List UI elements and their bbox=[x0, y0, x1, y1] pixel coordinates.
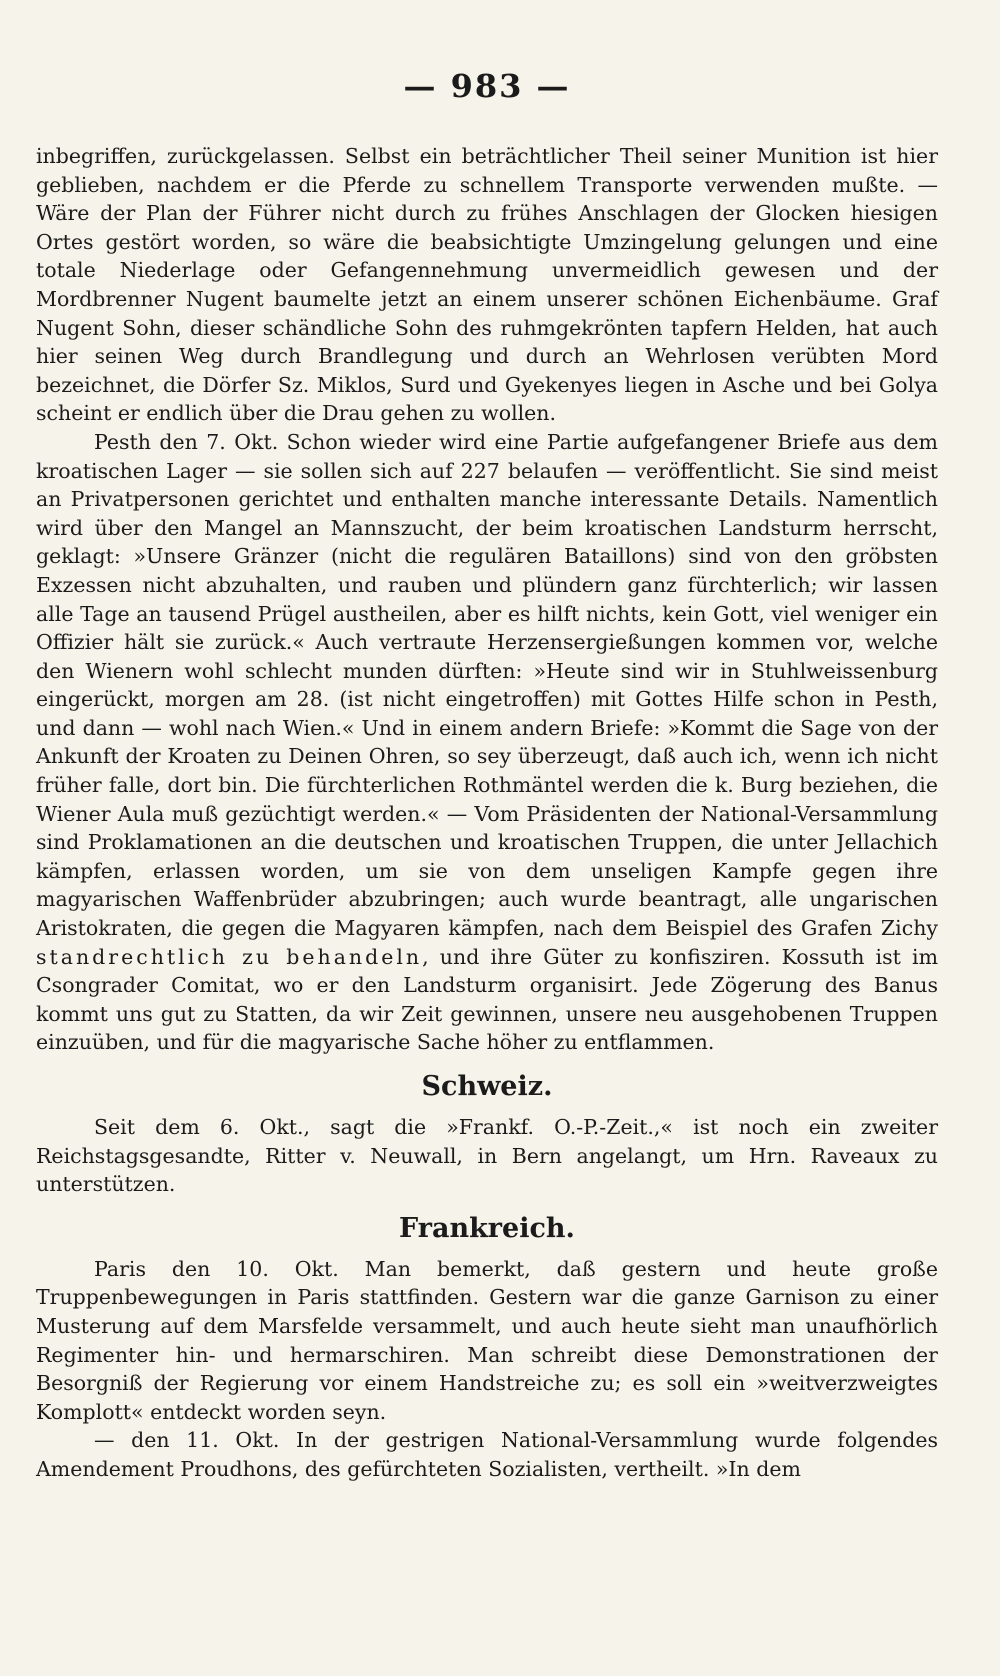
section-heading-frankreich: Frankreich. bbox=[399, 1212, 575, 1244]
paragraph-pesth-text: Pesth den 7. Okt. Schon wieder wird eine Partie aufgefangener Briefe aus dem kroatischen Lager — sie sollen sich auf 227 belaufen — veröffentlicht. Sie sind meist an Privatpersonen gerichtet und enthalten manche interessante Details. Namentlich wird über den Mangel an Mannszucht, der beim kroatischen Landsturm herrscht, geklagt: »Unsere Gränzer (nicht die regulären Bataillons) sind von den gröbsten Exzessen nicht abzuhalten, und rauben und plündern ganz fürchterlich; wir lassen alle Tage an tausend Prügel austheilen, aber es hilft nichts, kein Gott, viel weniger ein Offizier hält sie zurück.« Auch vertraute Herzensergießungen kommen vor, welche den Wienern wohl schlecht munden dürften: »Heute sind wir in Stuhlweissenburg eingerückt, morgen am 28. (ist nicht eingetroffen) mit Gottes Hilfe schon in Pesth, und dann — wohl nach Wien.« Und in einem andern Briefe: »Kommt die Sage von der Ankunft der Kroaten zu Deinen Ohren, so sey überzeugt, daß auch ich, wenn ich nicht früher falle, dort bin. Die fürchterlichen Rothmäntel werden die k. Burg beziehen, die Wiener Aula muß gezüchtigt werden.« — Vom Präsidenten der National-Versammlung sind Proklamationen an die deutschen und kroatischen Truppen, die unter Jellachich kämpfen, erlassen worden, um sie von dem unseligen Kampfe gegen ihre magyarischen Waffenbrüder abzubringen; auch wurde beantragt, alle ungarischen Aristokraten, die gegen die Magyaren kämpfen, nach dem Beispiel des Grafen Zichy bbox=[36, 429, 938, 941]
page-number: — 983 — bbox=[403, 67, 571, 105]
paragraph-paris: Paris den 10. Okt. Man bemerkt, daß gestern und heute große Truppenbewegungen in Paris stattfinden. Gestern war die ganze Garnison zu einer Musterung auf dem Marsfelde versammelt, und auch heute sieht man unaufhörlich Regimenter hin- und hermarschiren. Man schreibt diese Demonstrationen der Besorgniß der Regierung vor einem Handstreiche zu; es soll ein »weitverzweigtes Komplott« entdeckt worden seyn. bbox=[36, 1256, 938, 1424]
paragraph-pesth bbox=[36, 428, 938, 1057]
paragraph-schweiz: Seit dem 6. Okt., sagt die »Frankf. O.-P.-Zeit.,« ist noch ein zweiter Reichstagsgesandte, Ritter v. Neuwall, in Bern angelangt, um Hrn. Raveaux zu unterstützen. bbox=[36, 1115, 938, 1197]
paragraph-intro: inbegriffen, zurückgelassen. Selbst ein beträchtlicher Theil seiner Munition ist hier geblieben, nachdem er die Pferde zu schnellem Transporte verwenden mußte. — Wäre der Plan der Führer nicht durch zu frühes Anschlagen der Glocken hiesigen Ortes gestört worden, so wäre die beabsichtigte Umzingelung gelungen und eine totale Niederlage oder Gefangennehmung unvermeidlich gewesen und der Mordbrenner Nugent baumelte jetzt an einem unserer schönen Eichenbäume. Graf Nugent Sohn, dieser schändliche Sohn des ruhmgekrönten tapfern Helden, hat auch hier seinen Weg durch Brandlegung und durch an Wehrlosen verübten Mord bezeichnet, die Dörfer Sz. Miklos, Surd und Gyekenyes liegen in Asche und bei Golya scheint er endlich über die Drau gehen zu wollen. bbox=[36, 144, 938, 426]
text-column bbox=[36, 142, 938, 1484]
spaced-emphasis: standrechtlich zu behandeln bbox=[36, 944, 423, 969]
section-heading-schweiz: Schweiz. bbox=[421, 1071, 553, 1102]
paragraph-paris-11: — den 11. Okt. In der gestrigen National-Versammlung wurde folgendes Amendement Proudhons, des gefürchteten Sozialisten, vertheilt. »In dem bbox=[36, 1428, 938, 1481]
paragraph-pesth-tail: , und ihre Güter zu konfisziren. Kossuth ist im Csongrader Comitat, wo er den Landsturm organisirt. Jede Zögerung des Banus kommt uns gut zu Statten, da wir Zeit gewinnen, unsere neu ausgehobenen Truppen einzuüben, und für die magyarische Sache höher zu entflammen. bbox=[36, 944, 939, 1055]
